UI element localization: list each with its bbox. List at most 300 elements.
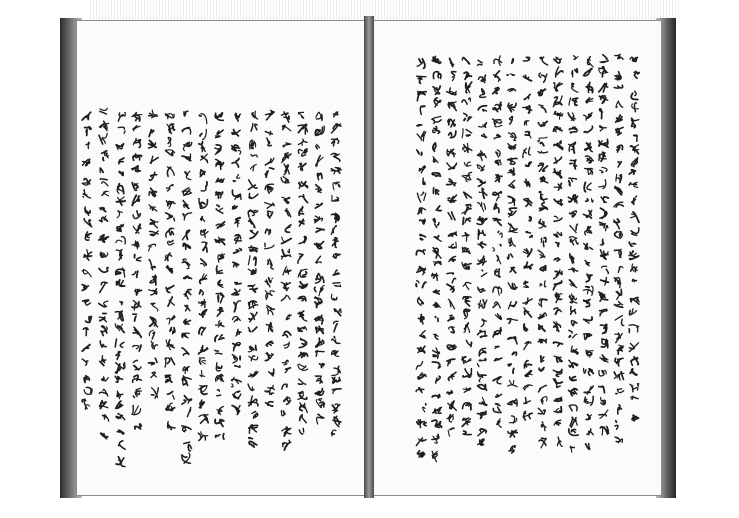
ink-stroke bbox=[299, 213, 303, 214]
ink-stroke bbox=[169, 340, 174, 348]
ink-stroke bbox=[588, 354, 592, 355]
ink-stroke bbox=[479, 379, 480, 382]
ink-stroke bbox=[435, 173, 440, 175]
ink-stroke bbox=[471, 342, 472, 346]
ink-stroke bbox=[333, 183, 335, 190]
ink-stroke bbox=[316, 146, 318, 149]
ink-stroke bbox=[508, 103, 512, 106]
ink-stroke bbox=[204, 415, 208, 416]
ink-stroke bbox=[266, 353, 272, 355]
ink-stroke bbox=[569, 406, 572, 411]
ink-stroke bbox=[603, 180, 606, 189]
ink-stroke bbox=[426, 403, 427, 405]
ink-stroke bbox=[216, 435, 219, 437]
ink-stroke bbox=[572, 87, 578, 93]
ink-stroke bbox=[135, 317, 136, 322]
ink-stroke bbox=[620, 85, 623, 88]
ink-stroke bbox=[432, 362, 439, 366]
ink-stroke bbox=[121, 237, 125, 244]
right-page-column bbox=[447, 58, 457, 436]
ink-stroke bbox=[121, 281, 124, 287]
ink-stroke bbox=[529, 217, 531, 221]
ink-stroke bbox=[416, 250, 423, 254]
ink-stroke bbox=[200, 359, 201, 364]
right-page-column bbox=[507, 59, 517, 453]
ink-stroke bbox=[618, 281, 619, 284]
ink-stroke bbox=[267, 138, 269, 144]
ink-stroke bbox=[271, 393, 274, 394]
ink-stroke bbox=[283, 443, 284, 447]
ink-stroke bbox=[202, 361, 206, 364]
ink-stroke bbox=[234, 145, 238, 147]
ink-stroke bbox=[116, 240, 122, 242]
ink-stroke bbox=[448, 198, 450, 199]
ink-stroke bbox=[587, 183, 591, 190]
ink-stroke bbox=[182, 128, 189, 132]
ink-stroke bbox=[618, 101, 622, 107]
ink-stroke bbox=[139, 345, 141, 351]
ink-stroke bbox=[542, 57, 548, 65]
ink-stroke bbox=[561, 272, 562, 275]
ink-stroke bbox=[83, 300, 89, 302]
ink-stroke bbox=[118, 127, 124, 129]
ink-stroke bbox=[269, 278, 271, 282]
ink-stroke bbox=[616, 174, 617, 181]
ink-stroke bbox=[541, 107, 546, 112]
ink-stroke bbox=[462, 100, 467, 104]
ink-stroke bbox=[265, 391, 270, 392]
ink-stroke bbox=[448, 299, 451, 306]
right-page-column bbox=[432, 56, 442, 461]
ink-stroke bbox=[102, 344, 106, 346]
ink-stroke bbox=[478, 331, 486, 334]
ink-stroke bbox=[556, 293, 558, 296]
ink-stroke bbox=[499, 421, 502, 427]
ink-stroke bbox=[420, 238, 422, 239]
ink-stroke bbox=[334, 324, 337, 332]
ink-stroke bbox=[543, 397, 547, 401]
ink-stroke bbox=[484, 154, 486, 158]
ink-stroke bbox=[152, 130, 154, 132]
ink-stroke bbox=[500, 102, 501, 105]
ink-stroke bbox=[484, 204, 486, 210]
ink-stroke bbox=[165, 360, 166, 367]
ink-stroke bbox=[217, 205, 220, 207]
ink-stroke bbox=[615, 250, 622, 257]
ink-stroke bbox=[447, 273, 453, 274]
ink-stroke bbox=[586, 350, 588, 354]
ink-stroke bbox=[299, 196, 303, 197]
ink-stroke bbox=[421, 192, 424, 195]
ink-stroke bbox=[589, 227, 592, 233]
ink-stroke bbox=[616, 393, 618, 394]
ink-stroke bbox=[315, 391, 319, 394]
ink-stroke bbox=[494, 137, 501, 139]
ink-stroke bbox=[509, 450, 514, 452]
ink-stroke bbox=[337, 254, 341, 255]
ink-stroke bbox=[434, 127, 437, 129]
right-page-column bbox=[629, 57, 639, 421]
left-page-column bbox=[182, 111, 192, 463]
ink-stroke bbox=[483, 110, 487, 112]
ink-stroke bbox=[448, 213, 452, 220]
ink-stroke bbox=[323, 277, 324, 282]
ink-stroke bbox=[601, 280, 609, 282]
ink-stroke bbox=[573, 270, 578, 272]
right-page-column bbox=[462, 57, 472, 434]
ink-stroke bbox=[423, 250, 425, 254]
ink-stroke bbox=[483, 300, 485, 308]
ink-stroke bbox=[171, 316, 175, 320]
ink-stroke bbox=[619, 266, 623, 270]
ink-stroke bbox=[85, 328, 88, 329]
ink-stroke bbox=[542, 181, 548, 183]
ink-stroke bbox=[637, 299, 639, 302]
ink-stroke bbox=[418, 348, 423, 349]
ink-stroke bbox=[200, 171, 201, 175]
ink-stroke bbox=[618, 407, 622, 414]
ink-stroke bbox=[509, 208, 516, 210]
ink-stroke bbox=[101, 402, 106, 403]
ink-stroke bbox=[237, 196, 239, 197]
ink-stroke bbox=[232, 295, 239, 296]
ink-stroke bbox=[622, 319, 624, 325]
ink-stroke bbox=[201, 436, 205, 440]
ink-stroke bbox=[117, 355, 119, 359]
ink-stroke bbox=[464, 119, 465, 121]
ink-stroke bbox=[463, 418, 466, 420]
ink-stroke bbox=[249, 221, 252, 224]
ink-stroke bbox=[174, 218, 175, 221]
ink-stroke bbox=[556, 67, 559, 77]
ink-stroke bbox=[424, 193, 426, 200]
ink-stroke bbox=[220, 420, 224, 427]
ink-stroke bbox=[104, 301, 108, 306]
ink-stroke bbox=[584, 115, 587, 120]
ink-stroke bbox=[153, 306, 158, 311]
ink-stroke bbox=[448, 430, 450, 436]
ink-stroke bbox=[270, 291, 274, 295]
ink-stroke bbox=[171, 231, 174, 235]
ink-stroke bbox=[251, 396, 252, 405]
ink-stroke bbox=[554, 216, 558, 218]
ink-stroke bbox=[554, 356, 561, 357]
ink-stroke bbox=[265, 132, 272, 134]
ink-stroke bbox=[438, 223, 439, 226]
ink-stroke bbox=[124, 131, 125, 133]
ink-stroke bbox=[435, 224, 437, 228]
ink-stroke bbox=[485, 359, 486, 361]
ink-stroke bbox=[542, 438, 546, 440]
ink-stroke bbox=[569, 336, 570, 338]
ink-stroke bbox=[539, 105, 544, 106]
ink-stroke bbox=[304, 353, 307, 356]
ink-stroke bbox=[268, 385, 274, 388]
ink-stroke bbox=[299, 344, 304, 348]
ink-stroke bbox=[223, 434, 224, 440]
ink-stroke bbox=[508, 319, 511, 324]
right-page-column bbox=[538, 57, 548, 448]
ink-stroke bbox=[569, 268, 575, 270]
ink-stroke bbox=[481, 273, 487, 277]
ink-stroke bbox=[240, 249, 242, 251]
ink-stroke bbox=[167, 318, 170, 324]
ink-stroke bbox=[303, 272, 307, 276]
ink-stroke bbox=[183, 214, 185, 217]
ink-stroke bbox=[497, 135, 500, 136]
ink-stroke bbox=[433, 351, 440, 354]
ink-stroke bbox=[286, 143, 289, 144]
ink-stroke bbox=[435, 130, 440, 133]
ink-stroke bbox=[333, 298, 336, 300]
ink-stroke bbox=[451, 259, 455, 261]
ink-stroke bbox=[635, 91, 636, 96]
ink-stroke bbox=[557, 71, 563, 75]
ink-stroke bbox=[530, 236, 532, 238]
ink-stroke bbox=[270, 168, 274, 169]
left-page-column bbox=[331, 112, 341, 436]
ink-stroke bbox=[454, 184, 455, 186]
ink-stroke bbox=[464, 113, 467, 116]
ink-stroke bbox=[423, 407, 426, 412]
ink-stroke bbox=[102, 133, 107, 138]
ink-stroke bbox=[500, 244, 501, 245]
ink-stroke bbox=[217, 390, 219, 391]
left-page-column bbox=[99, 108, 109, 439]
ink-stroke bbox=[417, 193, 420, 202]
ink-stroke bbox=[499, 176, 502, 179]
ink-stroke bbox=[634, 103, 636, 112]
ink-stroke bbox=[469, 208, 471, 209]
ink-stroke bbox=[479, 360, 483, 361]
ink-stroke bbox=[168, 392, 173, 395]
ink-stroke bbox=[299, 430, 303, 434]
ink-stroke bbox=[432, 396, 433, 397]
ink-stroke bbox=[493, 303, 498, 307]
ink-stroke bbox=[100, 111, 107, 114]
ink-stroke bbox=[252, 302, 255, 308]
ink-stroke bbox=[250, 230, 254, 233]
ink-stroke bbox=[541, 299, 546, 306]
ink-stroke bbox=[592, 199, 594, 203]
ink-stroke bbox=[167, 288, 170, 293]
ink-stroke bbox=[480, 402, 485, 404]
ink-stroke bbox=[321, 115, 322, 121]
ink-stroke bbox=[554, 342, 563, 344]
ink-stroke bbox=[508, 364, 511, 366]
ink-stroke bbox=[432, 275, 436, 278]
ink-stroke bbox=[249, 356, 258, 360]
left-page-column bbox=[132, 113, 142, 429]
ink-stroke bbox=[168, 358, 170, 363]
ink-stroke bbox=[216, 224, 222, 225]
ink-stroke bbox=[86, 387, 91, 393]
ink-stroke bbox=[477, 221, 484, 224]
ink-stroke bbox=[201, 148, 202, 152]
ink-stroke bbox=[338, 185, 339, 187]
ink-stroke bbox=[283, 335, 288, 337]
ink-stroke bbox=[184, 431, 186, 432]
ink-stroke bbox=[447, 150, 448, 156]
ink-stroke bbox=[134, 346, 139, 349]
ink-stroke bbox=[466, 129, 472, 133]
ink-stroke bbox=[289, 315, 291, 317]
left-page-column bbox=[165, 114, 175, 430]
ink-stroke bbox=[434, 236, 438, 238]
ink-stroke bbox=[102, 208, 106, 212]
ink-stroke bbox=[300, 255, 303, 257]
ink-stroke bbox=[500, 233, 502, 237]
ink-stroke bbox=[201, 418, 207, 423]
ink-stroke bbox=[301, 416, 306, 423]
ink-stroke bbox=[573, 323, 575, 326]
ink-stroke bbox=[215, 350, 219, 351]
ink-stroke bbox=[332, 433, 335, 434]
ink-stroke bbox=[271, 266, 273, 269]
ink-stroke bbox=[198, 433, 201, 440]
ink-stroke bbox=[432, 420, 437, 426]
right-page-column bbox=[583, 57, 593, 450]
ink-stroke bbox=[171, 358, 175, 365]
ink-stroke bbox=[554, 83, 555, 88]
ink-stroke bbox=[540, 284, 542, 287]
right-page-column bbox=[599, 55, 609, 435]
ink-stroke bbox=[462, 57, 463, 59]
ink-stroke bbox=[215, 136, 220, 138]
ink-stroke bbox=[555, 158, 557, 163]
ink-stroke bbox=[546, 74, 547, 77]
ink-stroke bbox=[544, 410, 546, 414]
ink-stroke bbox=[541, 238, 542, 242]
ink-stroke bbox=[526, 232, 531, 233]
ink-stroke bbox=[100, 179, 107, 180]
ink-stroke bbox=[434, 120, 442, 122]
ink-stroke bbox=[120, 158, 124, 160]
ink-stroke bbox=[572, 84, 574, 87]
ink-stroke bbox=[267, 211, 270, 213]
ink-stroke bbox=[252, 113, 255, 117]
ink-stroke bbox=[215, 336, 217, 342]
ink-stroke bbox=[265, 172, 267, 174]
ink-stroke bbox=[304, 149, 307, 151]
ink-stroke bbox=[268, 214, 270, 217]
ink-stroke bbox=[558, 243, 559, 246]
ink-stroke bbox=[510, 74, 515, 75]
ink-stroke bbox=[420, 77, 422, 83]
ink-stroke bbox=[118, 378, 123, 379]
ink-stroke bbox=[420, 235, 426, 237]
ink-stroke bbox=[298, 139, 303, 144]
ink-stroke bbox=[421, 315, 422, 322]
ink-stroke bbox=[584, 369, 586, 374]
ink-stroke bbox=[615, 425, 618, 429]
ink-stroke bbox=[298, 384, 302, 385]
ink-stroke bbox=[541, 151, 547, 153]
ink-stroke bbox=[574, 420, 576, 421]
ink-stroke bbox=[466, 404, 471, 409]
ink-stroke bbox=[529, 147, 531, 155]
ink-stroke bbox=[511, 238, 512, 242]
ink-stroke bbox=[338, 366, 339, 371]
ink-stroke bbox=[465, 361, 466, 363]
ink-stroke bbox=[629, 325, 638, 332]
ink-stroke bbox=[496, 197, 499, 201]
ink-stroke bbox=[464, 58, 469, 64]
ink-stroke bbox=[435, 99, 440, 102]
ink-stroke bbox=[248, 256, 250, 265]
ink-stroke bbox=[479, 192, 481, 193]
ink-stroke bbox=[238, 151, 240, 155]
ink-stroke bbox=[284, 344, 289, 346]
ink-stroke bbox=[286, 368, 291, 369]
ink-stroke bbox=[273, 111, 274, 112]
ink-stroke bbox=[478, 374, 486, 375]
ink-stroke bbox=[557, 386, 560, 388]
ink-stroke bbox=[333, 283, 340, 284]
ink-stroke bbox=[559, 359, 560, 360]
ink-stroke bbox=[282, 363, 286, 365]
ink-stroke bbox=[555, 271, 558, 274]
ink-stroke bbox=[479, 125, 484, 127]
ink-stroke bbox=[315, 351, 324, 352]
ink-stroke bbox=[513, 369, 514, 374]
ink-stroke bbox=[575, 160, 576, 169]
ink-stroke bbox=[86, 129, 87, 135]
ink-stroke bbox=[462, 129, 463, 138]
ink-stroke bbox=[540, 254, 545, 257]
ink-stroke bbox=[285, 200, 286, 202]
ink-stroke bbox=[451, 327, 454, 333]
ink-stroke bbox=[539, 222, 546, 226]
ink-stroke bbox=[137, 211, 140, 217]
ink-stroke bbox=[541, 75, 545, 82]
ink-stroke bbox=[589, 444, 590, 450]
ink-stroke bbox=[199, 142, 203, 145]
ink-stroke bbox=[569, 178, 577, 179]
ink-stroke bbox=[529, 413, 532, 418]
ink-stroke bbox=[616, 421, 617, 423]
ink-stroke bbox=[620, 58, 624, 60]
ink-stroke bbox=[201, 187, 206, 191]
ink-stroke bbox=[333, 229, 334, 233]
ink-stroke bbox=[554, 234, 558, 237]
ink-stroke bbox=[511, 254, 513, 257]
ink-stroke bbox=[467, 359, 471, 362]
ink-stroke bbox=[573, 334, 577, 338]
ink-stroke bbox=[416, 365, 418, 369]
ink-stroke bbox=[526, 108, 532, 110]
ink-stroke bbox=[335, 167, 340, 169]
ink-stroke bbox=[151, 267, 155, 268]
ink-stroke bbox=[201, 263, 205, 265]
ink-stroke bbox=[634, 135, 638, 136]
ink-stroke bbox=[482, 270, 483, 271]
ink-stroke bbox=[248, 211, 249, 217]
ink-stroke bbox=[265, 229, 268, 233]
ink-stroke bbox=[134, 406, 138, 413]
ink-stroke bbox=[465, 205, 468, 214]
ink-stroke bbox=[478, 155, 481, 156]
ink-stroke bbox=[433, 396, 438, 398]
ink-stroke bbox=[569, 330, 572, 333]
ink-stroke bbox=[236, 159, 239, 162]
ink-stroke bbox=[434, 290, 439, 292]
ink-stroke bbox=[84, 178, 88, 182]
ink-stroke bbox=[100, 361, 104, 365]
ink-stroke bbox=[182, 334, 183, 337]
ink-stroke bbox=[316, 418, 317, 424]
ink-stroke bbox=[540, 385, 546, 388]
